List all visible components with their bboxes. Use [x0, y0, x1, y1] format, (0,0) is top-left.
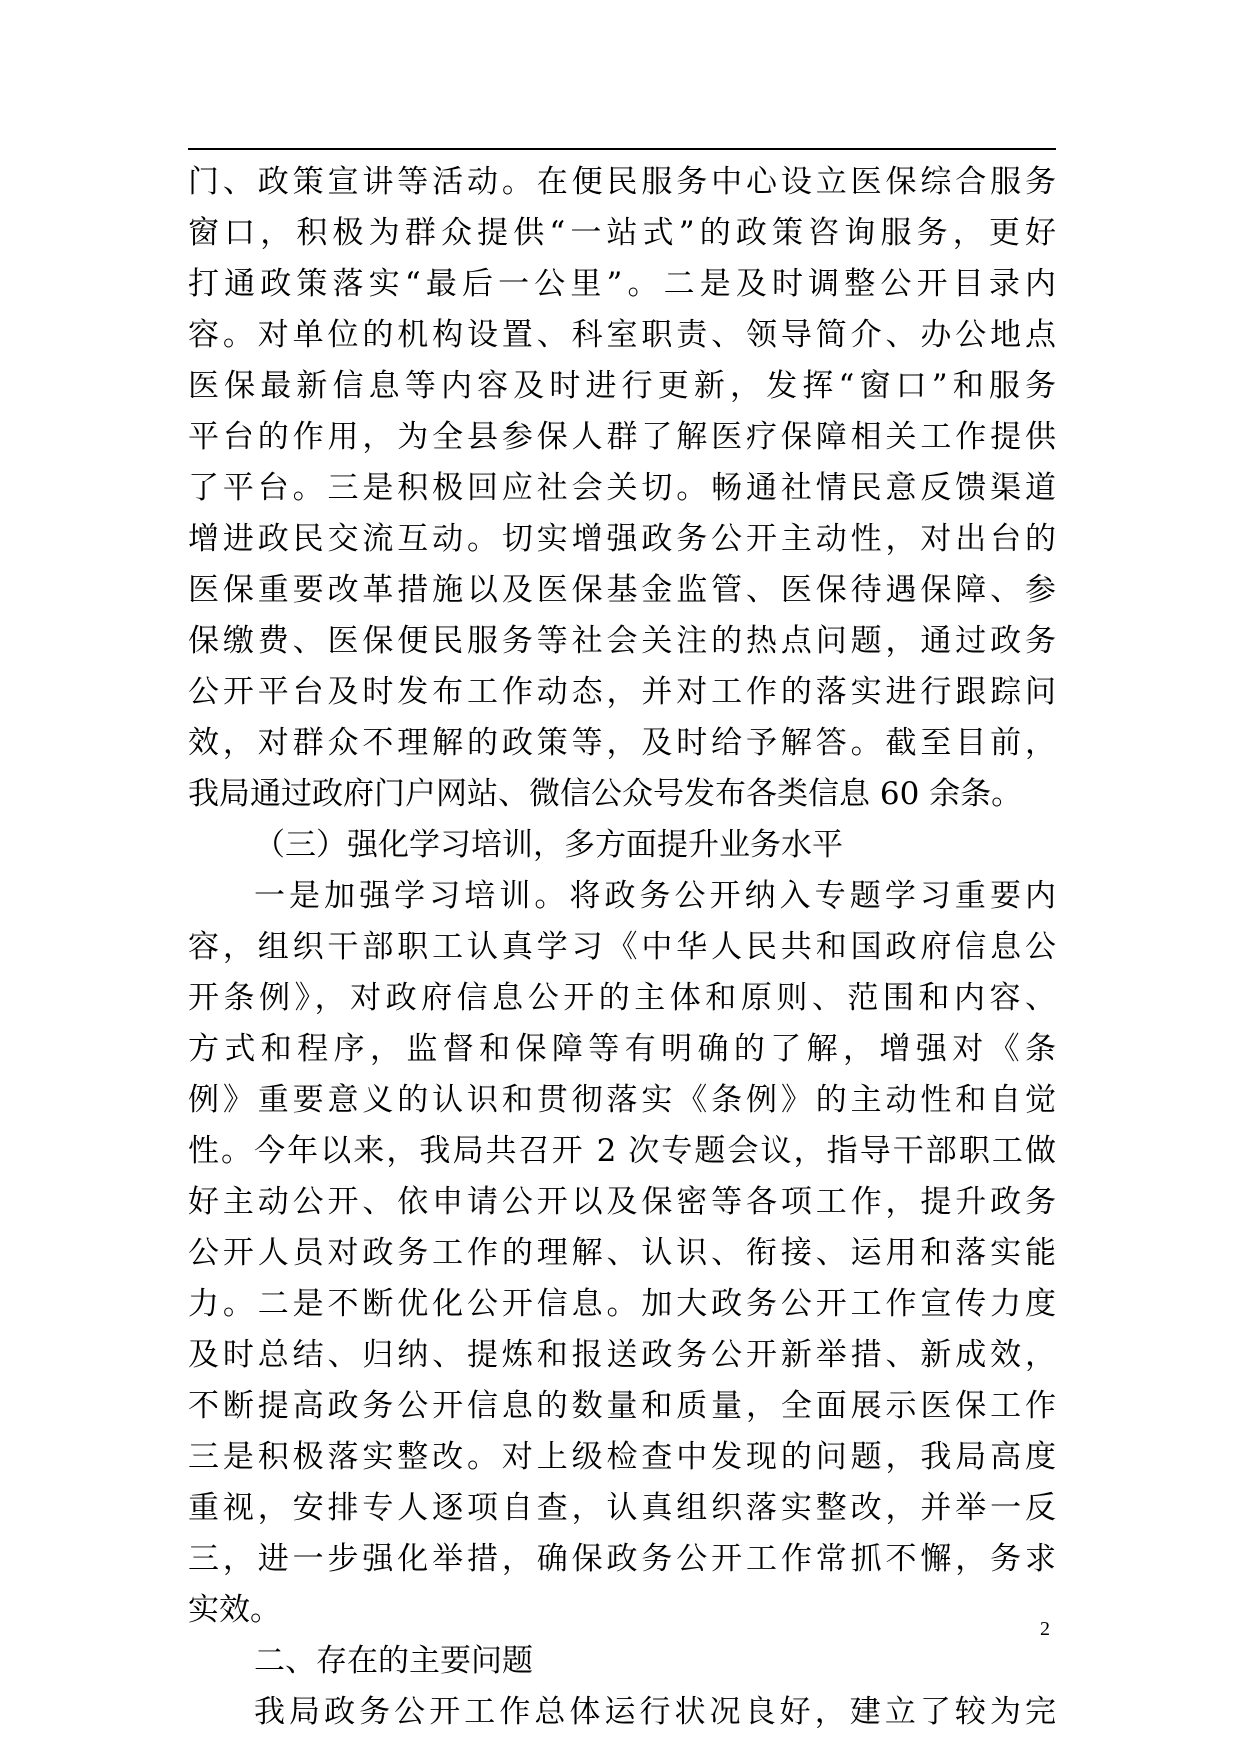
body-line: 方式和程序，监督和保障等有明确的了解，增强对《条: [188, 1031, 1056, 1067]
section-heading: 二、存在的主要问题: [254, 1643, 533, 1679]
body-line: 容，组织干部职工认真学习《中华人民共和国政府信息公: [188, 929, 1056, 965]
body-line: 窗口，积极为群众提供“一站式”的政策咨询服务，更好: [188, 215, 1056, 251]
body-line: 实效。: [188, 1592, 281, 1628]
body-line: 性。今年以来，我局共召开 2 次专题会议，指导干部职工做: [188, 1133, 1056, 1169]
body-line: 打通政策落实“最后一公里”。二是及时调整公开目录内: [188, 266, 1056, 302]
body-line: 开条例》，对政府信息公开的主体和原则、范围和内容、: [188, 980, 1056, 1016]
body-line: 医保重要改革措施以及医保基金监管、医保待遇保障、参: [188, 572, 1056, 608]
body-line: 容。对单位的机构设置、科室职责、领导简介、办公地点: [188, 317, 1056, 353]
body-line: 一是加强学习培训。将政务公开纳入专题学习重要内: [254, 878, 1056, 914]
body-line: 好主动公开、依申请公开以及保密等各项工作，提升政务: [188, 1184, 1056, 1220]
body-line: 不断提高政务公开信息的数量和质量，全面展示医保工作: [188, 1388, 1056, 1424]
body-line: 公开人员对政务工作的理解、认识、衔接、运用和落实能: [188, 1235, 1056, 1271]
body-line: 力。二是不断优化公开信息。加大政务公开工作宣传力度: [188, 1286, 1056, 1322]
page-number: 2: [1040, 1618, 1050, 1640]
body-line: 医保最新信息等内容及时进行更新，发挥“窗口”和服务: [188, 368, 1056, 404]
body-line: 三，进一步强化举措，确保政务公开工作常抓不懈，务求: [188, 1541, 1056, 1577]
header-rule: [188, 148, 1056, 150]
body-line: 公开平台及时发布工作动态，并对工作的落实进行跟踪问: [188, 674, 1056, 710]
body-line: 了平台。三是积极回应社会关切。畅通社情民意反馈渠道: [188, 470, 1056, 506]
body-line: 门、政策宣讲等活动。在便民服务中心设立医保综合服务: [188, 164, 1056, 200]
body-line: 三是积极落实整改。对上级检查中发现的问题，我局高度: [188, 1439, 1056, 1475]
section-heading: （三）强化学习培训，多方面提升业务水平: [254, 827, 843, 863]
body-line: 重视，安排专人逐项自查，认真组织落实整改，并举一反: [188, 1490, 1056, 1526]
body-line: 例》重要意义的认识和贯彻落实《条例》的主动性和自觉: [188, 1082, 1056, 1118]
body-line: 我局通过政府门户网站、微信公众号发布各类信息 60 余条。: [188, 776, 1023, 812]
document-body: [188, 157, 1056, 1738]
body-line: 我局政务公开工作总体运行状况良好，建立了较为完: [254, 1694, 1056, 1730]
body-line: 效，对群众不理解的政策等，及时给予解答。截至目前，: [188, 725, 1056, 761]
body-line: 及时总结、归纳、提炼和报送政务公开新举措、新成效，: [188, 1337, 1056, 1373]
body-line: 平台的作用，为全县参保人群了解医疗保障相关工作提供: [188, 419, 1056, 455]
body-line: 增进政民交流互动。切实增强政务公开主动性，对出台的: [188, 521, 1056, 557]
body-line: 保缴费、医保便民服务等社会关注的热点问题，通过政务: [188, 623, 1056, 659]
